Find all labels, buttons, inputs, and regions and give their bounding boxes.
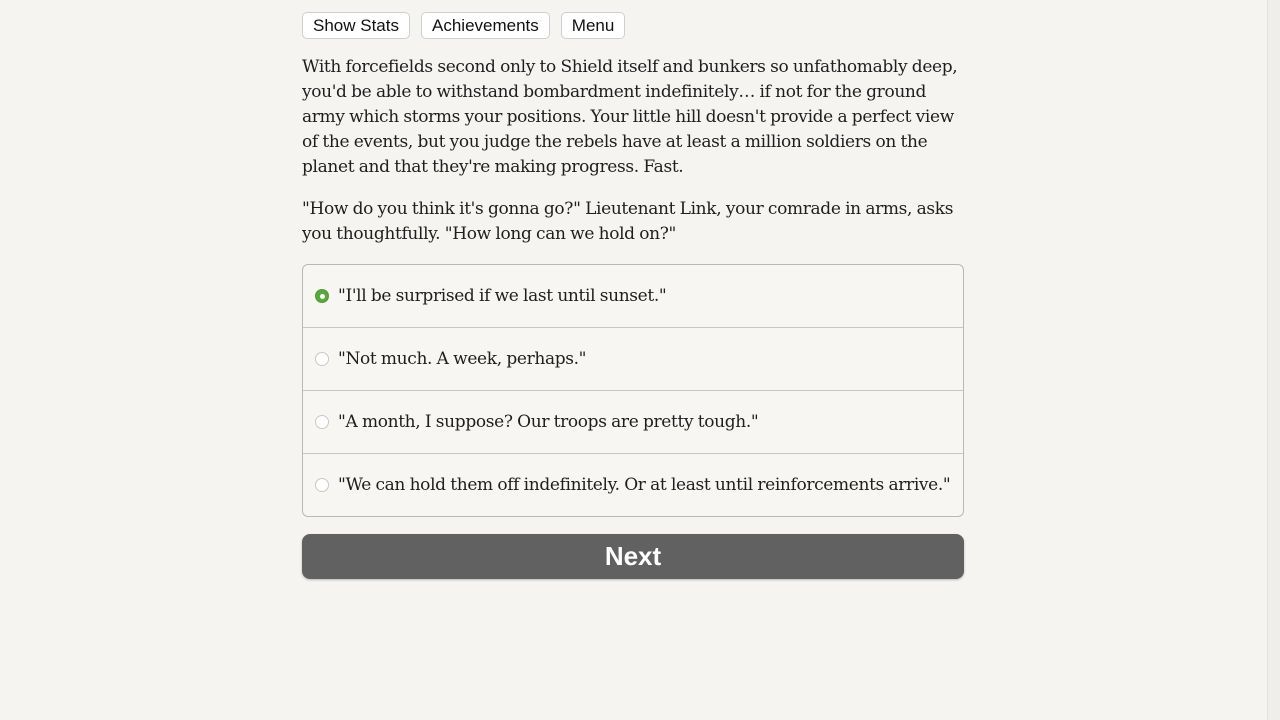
game-content xyxy=(302,12,964,579)
choice-option[interactable] xyxy=(303,265,963,327)
top-toolbar xyxy=(302,12,964,39)
choice-label: "Not much. A week, perhaps." xyxy=(338,349,587,369)
choice-label: "We can hold them off indefinitely. Or at least until reinforcements arrive." xyxy=(338,475,951,495)
achievements-button[interactable]: Achievements xyxy=(421,12,550,39)
story-paragraph: "How do you think it's gonna go?" Lieutenant Link, your comrade in arms, asks you thoughtfully. "How long can we hold on?" xyxy=(302,199,954,244)
choice-option[interactable] xyxy=(303,390,963,453)
next-button[interactable]: Next xyxy=(302,534,964,579)
radio-icon[interactable] xyxy=(315,478,329,492)
choice-option[interactable] xyxy=(303,453,963,516)
show-stats-button[interactable]: Show Stats xyxy=(302,12,410,39)
story-text xyxy=(302,55,964,247)
radio-icon[interactable] xyxy=(315,352,329,366)
radio-icon[interactable] xyxy=(315,415,329,429)
choice-label: "I'll be surprised if we last until sunset." xyxy=(338,286,667,306)
menu-button[interactable]: Menu xyxy=(561,12,626,39)
story-paragraph: With forcefields second only to Shield itself and bunkers so unfathomably deep, you'd be able to withstand bombardment indefinitely… if not for the ground army which storms your positions. Your little hill doesn't provide a perfect view of the events, but you judge the rebels have at least a million soldiers on the planet and that they're making progress. Fast. xyxy=(302,57,958,177)
radio-selected-icon[interactable] xyxy=(315,289,329,303)
page-scrollbar[interactable] xyxy=(1267,0,1280,720)
choice-label: "A month, I suppose? Our troops are pretty tough." xyxy=(338,412,759,432)
choice-list xyxy=(302,264,964,517)
choice-option[interactable] xyxy=(303,327,963,390)
